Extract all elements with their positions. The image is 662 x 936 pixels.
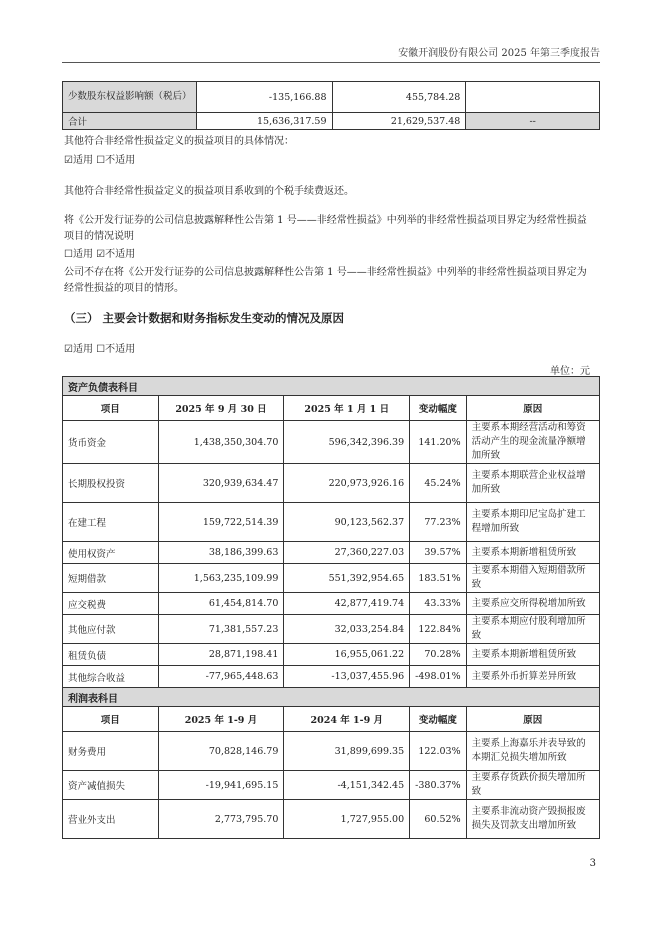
reason-cell: 主要系应交所得税增加所致	[466, 593, 599, 615]
table-row	[63, 771, 600, 800]
value-a: -19,941,695.15	[158, 771, 284, 800]
reason-cell: 主要系本期印尼宝岛扩建工程增加所致	[466, 503, 599, 542]
value-a: -77,965,448.63	[158, 666, 284, 688]
value-b: 596,342,396.39	[284, 421, 410, 464]
value-a: 2,773,795.70	[158, 800, 284, 839]
table-row	[63, 113, 600, 130]
item-cell: 其他应付款	[63, 615, 159, 644]
paragraph-none-a: 公司不存在将《公开发行证券的公司信息披露解释性公告第 1 号——非经常性损益》中列举的非经常性损益项目界定为	[64, 267, 587, 278]
nonrecurring-table	[62, 81, 600, 130]
reason-cell: 主要系本期借入短期借款所致	[466, 564, 599, 593]
current-value: 15,636,317.59	[196, 113, 332, 130]
value-b: 1,727,955.00	[284, 800, 410, 839]
table-row	[63, 644, 600, 666]
table-row	[63, 800, 600, 839]
value-b: 27,360,227.03	[284, 542, 410, 564]
table-row	[63, 82, 600, 113]
applicable-checkbox-3: ☑适用 ☐不适用	[64, 344, 136, 355]
column-header: 2025 年 1 月 1 日	[284, 396, 410, 421]
item-cell: 短期借款	[63, 564, 159, 593]
change-pct: 141.20%	[410, 421, 466, 464]
change-pct: 39.57%	[410, 542, 466, 564]
paragraph-reclass-a: 将《公开发行证券的公司信息披露解释性公告第 1 号——非经常性损益》中列举的非经常性损益项目界定为经常性损益	[64, 215, 587, 226]
change-pct: -498.01%	[410, 666, 466, 688]
column-header: 原因	[466, 396, 599, 421]
item-cell: 租赁负债	[63, 644, 159, 666]
change-pct: 122.03%	[410, 732, 466, 771]
table-row	[63, 542, 600, 564]
applicable-checkbox-2: ☐适用 ☑不适用	[64, 249, 136, 260]
report-header: 安徽开润股份有限公司 2025 年第三季度报告	[398, 48, 600, 59]
change-pct: 60.52%	[410, 800, 466, 839]
section-label: 利润表科目	[63, 688, 600, 707]
section-title: （三） 主要会计数据和财务指标发生变动的情况及原因	[64, 311, 345, 325]
value-a: 71,381,557.23	[158, 615, 284, 644]
unit-label: 单位：元	[550, 366, 590, 377]
item-cell: 使用权资产	[63, 542, 159, 564]
column-header: 2025 年 1-9 月	[158, 707, 284, 732]
header-row	[63, 396, 600, 421]
ytd-value: 21,629,537.48	[332, 113, 466, 130]
value-a: 159,722,514.39	[158, 503, 284, 542]
reason-cell: 主要系非流动资产毁损报废损失及罚款支出增加所致	[466, 800, 599, 839]
value-b: -13,037,455.96	[284, 666, 410, 688]
value-a: 38,186,399.63	[158, 542, 284, 564]
reason-cell: 主要系本期经营活动和筹资活动产生的现金流量净额增加所致	[466, 421, 599, 464]
item-cell: 资产减值损失	[63, 771, 159, 800]
header-row	[63, 707, 600, 732]
paragraph-reclass-b: 项目的情况说明	[64, 231, 134, 242]
change-pct: 77.23%	[410, 503, 466, 542]
item-cell: 应交税费	[63, 593, 159, 615]
note-cell: --	[466, 113, 600, 130]
value-a: 1,438,350,304.70	[158, 421, 284, 464]
applicable-checkbox-1: ☑适用 ☐不适用	[64, 155, 136, 166]
change-table	[62, 376, 600, 839]
row-label: 合计	[63, 113, 197, 130]
value-b: -4,151,342.45	[284, 771, 410, 800]
column-header: 项目	[63, 707, 159, 732]
reason-cell: 主要系外币折算差异所致	[466, 666, 599, 688]
value-b: 42,877,419.74	[284, 593, 410, 615]
table-row	[63, 421, 600, 464]
column-header: 项目	[63, 396, 159, 421]
header-rule	[62, 62, 600, 63]
value-b: 551,392,954.65	[284, 564, 410, 593]
table-row	[63, 732, 600, 771]
section-row	[63, 688, 600, 707]
table-row	[63, 464, 600, 503]
column-header: 原因	[466, 707, 599, 732]
reason-cell: 主要系上海嘉乐并表导致的本期汇兑损失增加所致	[466, 732, 599, 771]
table-row	[63, 503, 600, 542]
value-a: 320,939,634.47	[158, 464, 284, 503]
table-row	[63, 666, 600, 688]
value-a: 61,454,814.70	[158, 593, 284, 615]
change-pct: 183.51%	[410, 564, 466, 593]
item-cell: 长期股权投资	[63, 464, 159, 503]
change-pct: 45.24%	[410, 464, 466, 503]
section-label: 资产负债表科目	[63, 377, 600, 396]
value-a: 1,563,235,109.99	[158, 564, 284, 593]
value-a: 70,828,146.79	[158, 732, 284, 771]
page-number: 3	[589, 858, 596, 869]
section-row	[63, 377, 600, 396]
item-cell: 财务费用	[63, 732, 159, 771]
ytd-value: 455,784.28	[332, 82, 466, 113]
table-row	[63, 564, 600, 593]
item-cell: 其他综合收益	[63, 666, 159, 688]
item-cell: 在建工程	[63, 503, 159, 542]
table-row	[63, 593, 600, 615]
item-cell: 营业外支出	[63, 800, 159, 839]
column-header: 变动幅度	[410, 707, 466, 732]
value-b: 90,123,562.37	[284, 503, 410, 542]
change-pct: 70.28%	[410, 644, 466, 666]
paragraph-none-b: 经常性损益的项目的情形。	[64, 283, 184, 294]
note-cell	[466, 82, 600, 113]
paragraph-other-items: 其他符合非经常性损益定义的损益项目的具体情况：	[64, 136, 294, 147]
paragraph-tax-refund: 其他符合非经常性损益定义的损益项目系收到的个税手续费返还。	[64, 186, 354, 197]
reason-cell: 主要系本期联营企业权益增加所致	[466, 464, 599, 503]
reason-cell: 主要系本期应付股利增加所致	[466, 615, 599, 644]
change-pct: 43.33%	[410, 593, 466, 615]
change-pct: 122.84%	[410, 615, 466, 644]
column-header: 2025 年 9 月 30 日	[158, 396, 284, 421]
row-label: 少数股东权益影响额（税后）	[63, 82, 197, 113]
value-a: 28,871,198.41	[158, 644, 284, 666]
current-value: -135,166.88	[196, 82, 332, 113]
value-b: 16,955,061.22	[284, 644, 410, 666]
reason-cell: 主要系本期新增租赁所致	[466, 542, 599, 564]
reason-cell: 主要系存货跌价损失增加所致	[466, 771, 599, 800]
value-b: 31,899,699.35	[284, 732, 410, 771]
column-header: 变动幅度	[410, 396, 466, 421]
column-header: 2024 年 1-9 月	[284, 707, 410, 732]
table-row	[63, 615, 600, 644]
change-pct: -380.37%	[410, 771, 466, 800]
reason-cell: 主要系本期新增租赁所致	[466, 644, 599, 666]
value-b: 220,973,926.16	[284, 464, 410, 503]
item-cell: 货币资金	[63, 421, 159, 464]
value-b: 32,033,254.84	[284, 615, 410, 644]
